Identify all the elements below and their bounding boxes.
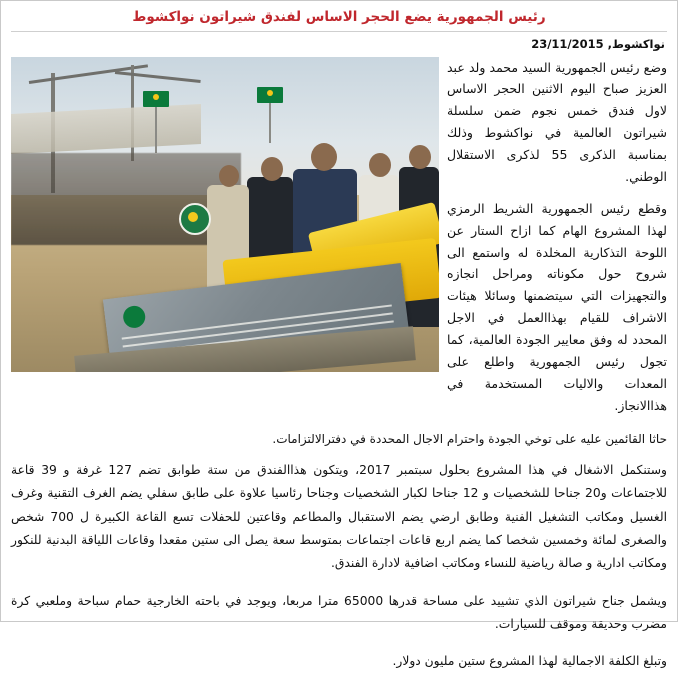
divider	[11, 31, 667, 32]
intro-paragraph-2: وقطع رئيس الجمهورية الشريط الرمزي لهذا المشروع الهام كما ازاح الستار عن اللوحة التذكارية المخلدة له واستمع الى شروح حول مكوناته ومراحل انجازه والتجهيزات التي سيتضمنها وسائلا هيئات الاشراف للقيام بهذاالعمل في الاجل المحدد له وفق معايير الجودة العالمية، كما تجول رئيس الجمهورية واطلع على المعدات والاليات المستخدمة في هذاالانجاز.	[447, 200, 667, 413]
event-emblem-icon	[179, 203, 211, 235]
photo-figure-head	[409, 145, 431, 169]
mauritania-flag-icon	[143, 91, 169, 107]
intro-paragraph-1: وضع رئيس الجمهورية السيد محمد ولد عبد العزيز صباح اليوم الاثنين الحجر الاساس لاول فندق خمس نجوم ضمن سلسلة شيراتون العالمية في نواكشوط وذلك بمناسبة الذكرى 55 لذكرى الاستقلال الوطني.	[447, 59, 667, 184]
dateline: نواكشوط, 23/11/2015	[531, 36, 665, 51]
page-title: رئيس الجمهورية يضع الحجر الاساس لفندق شيراتون نواكشوط	[132, 9, 546, 25]
article-photo	[11, 57, 439, 372]
body-paragraph-2: ويشمل جناح شيراتون الذي تشييد على مساحة قدرها 65000 مترا مربعا، ويوجد في باحته الخارجية حمام سباحة وملعبي كرة مضرب وحديقة وموقف للسيارات.	[11, 593, 667, 632]
body-paragraph-1: وستنكمل الاشغال في هذا المشروع بحلول سبتمبر 2017، ويتكون هذاالفندق من ستة طوابق تضم 127 غرفة و 39 قاعة للاجتماعات و20 جناحا للشخصيات و 12 جناحا لكبار الشخصيات وجناحا رئاسيا علاوة على طابق سفلي يضم الغرف التقنية وغرف الغسيل ومكاتب التشغيل الفنية وطابق ارضي يضم الاستقبال والمطاعم وقاعتين للحفلات تسع القاعة الكبيرة ل 700 شخص والصغرى لمائة وخمسين شخصا كما يضم اربع قاعات اجتماعات بمتوسط سعة يصل الى ستين مقعدا وقاعات اللياقة البدنية للنكور ومكاتب ادارية و صالة رياضية للنساء ومكاتب اضافية لادارة الفندق.	[11, 462, 667, 571]
plaque-emblem-icon	[122, 304, 147, 329]
article-intro-column	[447, 57, 667, 427]
top-block	[11, 57, 667, 427]
photo-figure-head	[369, 153, 391, 177]
photo-figure-head	[261, 157, 283, 181]
photo-figure-head	[219, 165, 239, 187]
body-paragraph-3: وتبلغ الكلفة الاجمالية لهذا المشروع ستين مليون دولار.	[392, 654, 667, 669]
mauritania-flag-secondary-icon	[257, 87, 283, 103]
photo-caption: حاثا القائمين عليه على توخي الجودة واحترام الاجال المحددة في دفترالالتزامات.	[272, 431, 667, 446]
article-body	[11, 459, 667, 674]
photo-figure-head	[311, 143, 337, 171]
